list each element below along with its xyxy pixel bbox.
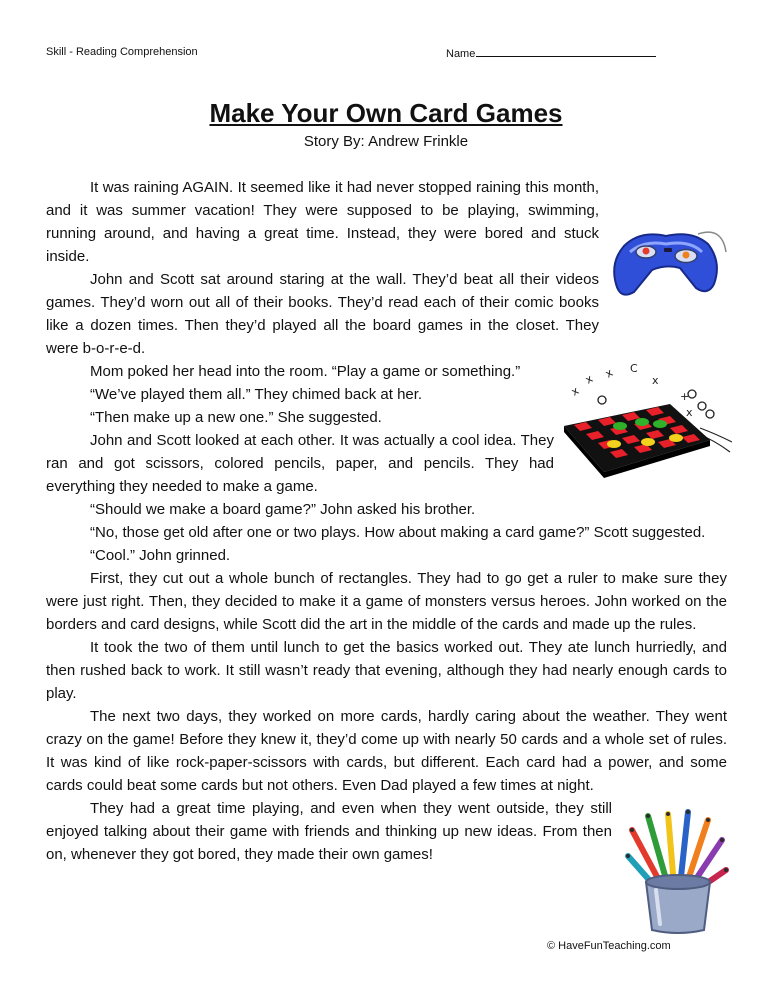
- name-label: Name: [446, 48, 476, 60]
- svg-text:x: x: [686, 406, 693, 419]
- story-paragraph-7: “Should we make a board game?” John asked his brother.: [90, 501, 476, 518]
- skill-label: Skill - Reading Comprehension: [46, 46, 198, 58]
- page-title: Make Your Own Card Games: [209, 98, 563, 128]
- story-paragraph-4: “We’ve played them all.” They chimed back at her.: [90, 386, 423, 403]
- svg-text:C: C: [630, 362, 638, 375]
- story-paragraph-5: “Then make up a new one.” She suggested.: [90, 409, 382, 426]
- svg-text:x: x: [583, 372, 596, 387]
- story-paragraph-8: “No, those get old after one or two plays. How about making a card game?” Scott suggested.: [90, 524, 706, 541]
- copyright-notice: © HaveFunTeaching.com: [547, 940, 671, 952]
- name-field: [446, 46, 656, 60]
- byline: Story By: Andrew Frinkle: [303, 133, 469, 150]
- story-paragraph-1: It was raining AGAIN. It seemed like it had never stopped raining this month, and it was summer vacation! They were supposed to be playing, swimming, running around, and having a great time. Instead, they were bored and stuck inside.: [46, 179, 599, 265]
- checkers-board-icon: [560, 362, 732, 482]
- story-paragraph-10: First, they cut out a whole bunch of rectangles. They had to go get a ruler to make sure they were just right. Then, they decided to make it a game of monsters versus heroes. John worked on the borders and card designs, while Scott did the art in the middle of the cards and made up the rules.: [46, 570, 727, 633]
- story-paragraph-9: “Cool.” John grinned.: [90, 547, 231, 564]
- name-blank-line: [476, 46, 656, 57]
- svg-text:x: x: [569, 384, 582, 399]
- story-paragraph-6: John and Scott looked at each other. It was actually a cool idea. They ran and got scissors, colored pencils, paper, and pencils. They had everything they needed to make a game.: [46, 432, 554, 495]
- story-paragraph-12: The next two days, they worked on more cards, hardly caring about the weather. They went crazy on the game! Before they knew it, they’d come up with nearly 50 cards and a whole set of rules. It was kind of like rock-paper-scissors with cards, but different. Each card had a power, and some cards could beat some cards but not others. Even Dad played a few times at night.: [46, 708, 727, 794]
- story-paragraph-3: Mom poked her head into the room. “Play a game or something.”: [90, 363, 521, 380]
- pencil-cup-icon: [622, 806, 732, 936]
- story-paragraph-11: It took the two of them until lunch to get the basics worked out. They ate lunch hurriedly, and then rushed back to work. It still wasn’t ready that evening, although they had nearly enough cards to play.: [46, 639, 727, 702]
- story-paragraph-2: John and Scott sat around staring at the wall. They’d beat all their videos games. They’d worn out all of their books. They’d read each of their comic books like a dozen times. Then they’d played all the board games in the closet. They were b-o-r-e-d.: [46, 271, 599, 357]
- svg-text:+: +: [680, 390, 690, 403]
- story-paragraph-13: They had a great time playing, and even when they went outside, they still enjoyed talking about their game with friends and thinking up new ideas. From then on, whenever they got bored, they made their own games!: [46, 800, 612, 863]
- svg-text:x: x: [603, 366, 616, 381]
- game-controller-icon: [610, 222, 730, 302]
- svg-text:x: x: [652, 374, 659, 387]
